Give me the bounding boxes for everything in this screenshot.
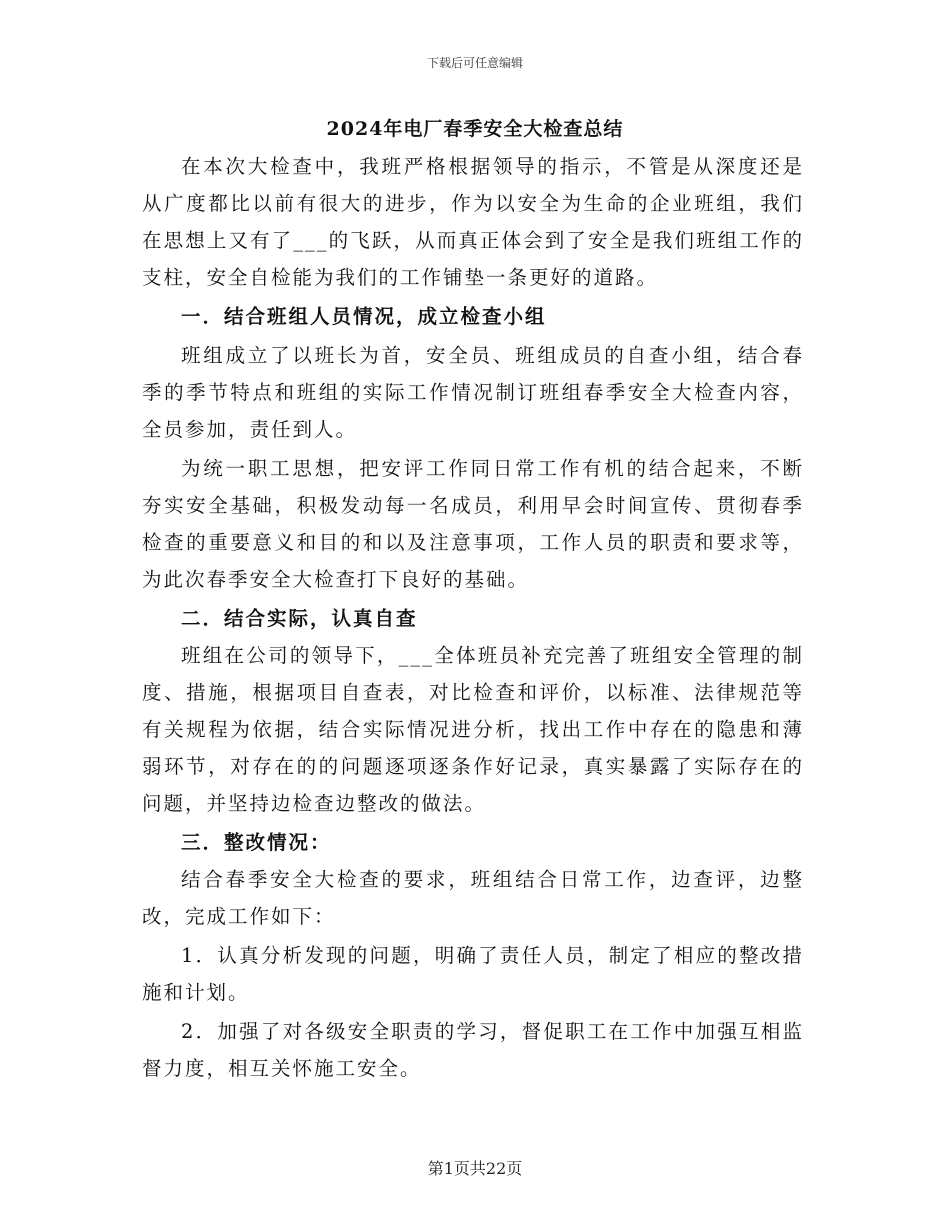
page-number: 第1页共22页 xyxy=(427,1159,523,1178)
paragraph-unify-thought: 为统一职工思想，把安评工作同日常工作有机的结合起来，不断夯实安全基础，积极发动每一名成员，利用早会时间宣传、贯彻春季检查的重要意义和目的和以及注意事项，工作人员的职责和要求等，为此次春季安全大检查打下良好的基础。 xyxy=(142,457,804,591)
list-item-1: 1．认真分析发现的问题，明确了责任人员，制定了相应的整改措施和计划。 xyxy=(142,944,804,1004)
document-body xyxy=(142,148,804,1087)
section-heading-2: 二．结合实际，认真自查 xyxy=(181,607,418,630)
page-title: 2024年电厂春季安全大检查总结 xyxy=(326,118,624,140)
header-note: 下载后可任意编辑 xyxy=(426,56,523,70)
list-item-2: 2．加强了对各级安全职责的学习，督促职工在工作中加强互相监督力度，相互关怀施工安全。 xyxy=(142,1020,804,1080)
paragraph-intro: 在本次大检查中，我班严格根据领导的指示，不管是从深度还是从广度都比以前有很大的进步，作为以安全为生命的企业班组，我们在思想上又有了___的飞跃，从而真正体会到了安全是我们班组工作的支柱，安全自检能为我们的工作铺垫一条更好的道路。 xyxy=(142,155,804,289)
paragraph-rectification: 结合春季安全大检查的要求，班组结合日常工作，边查评，边整改，完成工作如下： xyxy=(142,868,804,928)
section-heading-3: 三．整改情况： xyxy=(181,831,332,854)
paragraph-self-check: 班组在公司的领导下，___全体班员补充完善了班组安全管理的制度、措施，根据项目自查表，对比检查和评价，以标准、法律规范等有关规程为依据，结合实际情况进分析，找出工作中存在的隐患和薄弱环节，对存在的的问题逐项逐条作好记录，真实暴露了实际存在的问题，并坚持边检查边整改的做法。 xyxy=(142,644,804,815)
paragraph-team-setup: 班组成立了以班长为首，安全员、班组成员的自查小组，结合春季的季节特点和班组的实际工作情况制订班组春季安全大检查内容，全员参加，责任到人。 xyxy=(142,344,804,441)
section-heading-1: 一．结合班组人员情况，成立检查小组 xyxy=(181,305,547,328)
